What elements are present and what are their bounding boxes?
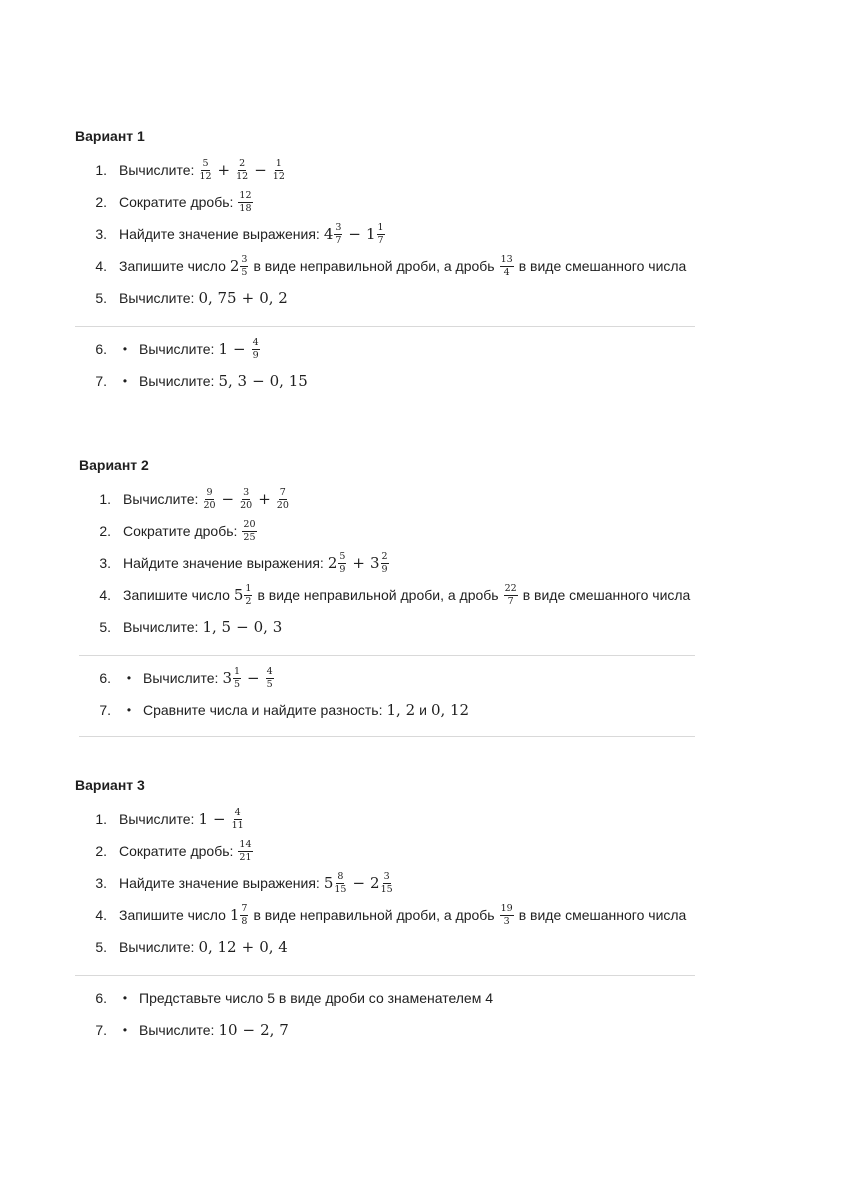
operator: +	[241, 938, 255, 956]
item-number: 6.	[95, 990, 107, 1006]
list-item	[75, 899, 695, 931]
fraction	[273, 159, 285, 181]
list-item	[75, 982, 695, 1014]
list-item	[75, 154, 695, 186]
item-label: Найдите значение выражения:	[119, 875, 320, 891]
item-label: Вычислите:	[139, 341, 215, 357]
fraction	[338, 552, 346, 574]
operator: −	[221, 490, 235, 508]
item-label: Вычислите:	[123, 619, 199, 635]
numerator: 1	[377, 222, 384, 233]
item-number: 5.	[99, 619, 111, 635]
mixed-number	[324, 872, 348, 894]
numerator: 1	[275, 158, 282, 169]
numerator: 20	[243, 519, 256, 530]
item-content	[107, 289, 288, 307]
operator: −	[232, 340, 246, 358]
item-number: 2.	[99, 523, 111, 539]
denominator: 3	[503, 915, 510, 927]
numerator: 1	[233, 666, 241, 677]
divider	[79, 655, 695, 656]
operator: −	[254, 161, 267, 179]
math-value: 5, 3	[218, 372, 248, 390]
fraction	[233, 667, 241, 689]
bullet-icon: •	[122, 1023, 128, 1037]
math-value: 0, 3	[253, 618, 283, 636]
item-label: Запишите число	[119, 907, 226, 923]
inline-text: и	[419, 702, 427, 718]
numerator: 13	[500, 254, 513, 265]
item-label: Сравните числа и найдите разность:	[143, 702, 383, 718]
list-item	[75, 250, 695, 282]
operator: +	[258, 490, 271, 508]
math-expression	[218, 372, 307, 390]
math-value: 1	[218, 340, 228, 358]
denominator: 25	[243, 531, 256, 543]
math-expression	[198, 808, 244, 830]
item-content	[107, 808, 245, 830]
fraction	[238, 840, 252, 862]
item-content	[107, 255, 690, 277]
inline-text: в виде неправильной дроби, а дробь	[253, 258, 495, 274]
fraction	[242, 520, 256, 542]
divider	[75, 975, 695, 976]
math-value: 0, 4	[259, 938, 288, 956]
math-expression	[237, 191, 253, 213]
denominator: 15	[380, 883, 393, 895]
math-value: 1, 5	[202, 618, 232, 636]
list-item	[75, 931, 695, 963]
item-label: Вычислите:	[119, 811, 195, 827]
list-item	[75, 867, 695, 899]
denominator: 5	[241, 266, 248, 278]
bullet-icon: •	[122, 991, 128, 1005]
list-item	[79, 662, 695, 694]
numerator: 7	[279, 487, 286, 498]
operator: −	[352, 874, 366, 892]
denominator: 8	[241, 915, 248, 927]
math-expression	[218, 338, 260, 360]
list-item	[75, 803, 695, 835]
list-item	[75, 282, 695, 314]
math-expression	[198, 159, 285, 181]
math-expression	[198, 938, 287, 956]
numerator: 5	[202, 158, 209, 169]
fraction	[240, 904, 248, 926]
inline-text: в виде смешанного числа	[518, 258, 687, 274]
denominator: 20	[203, 499, 216, 511]
mixed-number	[234, 584, 254, 606]
operator: −	[212, 810, 226, 828]
fraction	[240, 255, 248, 277]
numerator: 2	[381, 551, 388, 562]
denominator: 15	[334, 883, 347, 895]
numerator: 12	[239, 190, 252, 201]
numerator: 8	[337, 871, 344, 882]
mixed-number	[370, 552, 390, 574]
denominator: 5	[233, 678, 241, 690]
variant-title: Вариант 2	[79, 457, 149, 473]
fraction	[232, 808, 244, 830]
denominator: 9	[252, 349, 259, 361]
denominator: 20	[240, 499, 253, 511]
item-label: Вычислите:	[143, 670, 219, 686]
numerator: 1	[245, 583, 252, 594]
fraction	[381, 552, 389, 574]
item-content	[107, 904, 690, 926]
item-label: Вычислите:	[139, 373, 215, 389]
item-content	[135, 990, 493, 1006]
numerator: 3	[335, 222, 342, 233]
math-expression	[234, 584, 694, 606]
inline-text: в виде неправильной дроби, а дробь	[257, 587, 499, 603]
item-number: 2.	[95, 843, 107, 859]
item-number: 3.	[95, 875, 107, 891]
item-content	[107, 159, 286, 181]
fraction	[236, 159, 248, 181]
math-expression	[237, 840, 253, 862]
item-number: 3.	[99, 555, 111, 571]
fraction	[500, 255, 514, 277]
math-value: 0, 2	[259, 289, 288, 307]
item-number: 1.	[95, 811, 107, 827]
variant-title: Вариант 3	[75, 777, 145, 793]
list-item	[75, 186, 695, 218]
fraction	[199, 159, 211, 181]
math-value: 0, 12	[198, 938, 237, 956]
item-label: Запишите число	[123, 587, 230, 603]
operator: +	[352, 554, 365, 572]
whole-part: 2	[370, 874, 380, 892]
bullet-icon: •	[126, 671, 132, 685]
mixed-number	[366, 223, 386, 245]
fraction	[244, 584, 252, 606]
math-expression	[386, 701, 469, 719]
inline-text: в виде смешанного числа	[518, 907, 687, 923]
item-label: Найдите значение выражения:	[123, 555, 324, 571]
operator: +	[217, 161, 231, 179]
math-expression	[241, 520, 257, 542]
item-number: 5.	[95, 290, 107, 306]
whole-part: 2	[229, 257, 240, 275]
denominator: 2	[245, 595, 252, 607]
list-item	[75, 218, 695, 250]
list-item	[79, 611, 695, 643]
denominator: 9	[381, 563, 388, 575]
item-number: 7.	[95, 373, 107, 389]
numerator: 5	[339, 551, 346, 562]
whole-part: 2	[327, 554, 338, 572]
item-label: Вычислите:	[123, 491, 199, 507]
denominator: 9	[339, 563, 346, 575]
denominator: 12	[272, 170, 285, 182]
variant-title: Вариант 1	[75, 128, 145, 144]
fraction	[203, 488, 215, 510]
mixed-number	[230, 904, 250, 926]
denominator: 7	[377, 234, 384, 246]
math-value: 1	[198, 810, 208, 828]
list-item	[79, 579, 695, 611]
item-number: 1.	[99, 491, 111, 507]
denominator: 7	[507, 595, 514, 607]
item-content	[135, 338, 261, 360]
denominator: 12	[236, 170, 249, 182]
math-value: 2, 7	[260, 1021, 289, 1039]
whole-part: 5	[233, 586, 244, 604]
item-content	[111, 584, 694, 606]
fraction	[252, 338, 260, 360]
numerator: 14	[239, 839, 252, 850]
mixed-number	[222, 667, 242, 689]
list-item	[79, 547, 695, 579]
item-number: 7.	[95, 1022, 107, 1038]
denominator: 7	[335, 234, 342, 246]
denominator: 4	[503, 266, 510, 278]
item-number: 5.	[95, 939, 107, 955]
item-number: 1.	[95, 162, 107, 178]
fraction	[334, 872, 346, 894]
operator: −	[348, 225, 361, 243]
math-expression	[328, 552, 390, 574]
math-expression	[218, 1021, 288, 1039]
math-value: 0, 75	[198, 289, 237, 307]
item-label: Вычислите:	[139, 1022, 215, 1038]
numerator: 2	[239, 158, 246, 169]
whole-part: 1	[229, 906, 240, 924]
denominator: 20	[276, 499, 289, 511]
denominator: 18	[239, 202, 252, 214]
item-content	[111, 552, 390, 574]
item-number: 6.	[95, 341, 107, 357]
item-content	[139, 701, 469, 719]
math-value: 0, 15	[269, 372, 308, 390]
divider	[75, 326, 695, 327]
list-item	[79, 694, 695, 726]
operator: −	[242, 1021, 256, 1039]
list-item	[79, 515, 695, 547]
math-expression	[230, 255, 690, 277]
item-label: Сократите дробь:	[123, 523, 238, 539]
fraction	[377, 223, 385, 245]
bullet-icon: •	[122, 342, 128, 356]
numerator: 4	[234, 807, 241, 818]
whole-part: 3	[222, 669, 232, 687]
inline-text: в виде смешанного числа	[522, 587, 691, 603]
mixed-number	[328, 552, 348, 574]
item-content	[135, 1021, 289, 1039]
operator: −	[252, 372, 265, 390]
item-content	[107, 191, 254, 213]
item-number: 4.	[99, 587, 111, 603]
math-expression	[230, 904, 690, 926]
numerator: 7	[241, 903, 248, 914]
item-content	[111, 618, 282, 636]
mixed-number	[230, 255, 250, 277]
fraction	[381, 872, 393, 894]
denominator: 5	[266, 678, 273, 690]
item-label: Вычислите:	[119, 290, 195, 306]
denominator: 12	[199, 170, 212, 182]
fraction	[504, 584, 518, 606]
mixed-number	[324, 223, 344, 245]
item-content	[111, 488, 290, 510]
math-expression	[324, 872, 394, 894]
denominator: 21	[239, 851, 252, 863]
numerator: 19	[500, 903, 513, 914]
math-value: 0, 12	[430, 701, 470, 719]
item-number: 6.	[99, 670, 111, 686]
item-number: 4.	[95, 258, 107, 274]
variant-1	[75, 128, 695, 397]
operator: −	[247, 669, 260, 687]
divider	[79, 736, 695, 737]
item-label: Сократите дробь:	[119, 843, 234, 859]
inline-text: в виде неправильной дроби, а дробь	[253, 907, 495, 923]
numerator: 3	[243, 487, 250, 498]
numerator: 9	[206, 487, 213, 498]
item-content	[139, 667, 275, 689]
fraction	[277, 488, 289, 510]
list-item	[75, 1014, 695, 1046]
item-content	[107, 872, 394, 894]
item-content	[135, 372, 308, 390]
item-label: Найдите значение выражения:	[119, 226, 320, 242]
item-label: Вычислите:	[119, 162, 195, 178]
fraction	[500, 904, 514, 926]
item-content	[107, 840, 254, 862]
bullet-icon: •	[122, 374, 128, 388]
numerator: 22	[504, 583, 517, 594]
item-content	[107, 938, 288, 956]
operator: +	[241, 289, 255, 307]
item-content	[111, 520, 258, 542]
item-label: Вычислите:	[119, 939, 195, 955]
fraction	[334, 223, 342, 245]
math-expression	[202, 488, 289, 510]
variant-2	[79, 457, 695, 737]
list-item	[75, 365, 695, 397]
item-label: Запишите число	[119, 258, 226, 274]
whole-part: 1	[366, 225, 376, 243]
item-label: Представьте число 5 в виде дроби со знаменателем 4	[139, 990, 494, 1006]
item-content	[107, 223, 386, 245]
numerator: 3	[383, 871, 390, 882]
math-expression	[324, 223, 386, 245]
bullet-icon: •	[126, 703, 132, 717]
list-item	[79, 483, 695, 515]
math-expression	[222, 667, 274, 689]
math-expression	[202, 618, 282, 636]
mixed-number	[370, 872, 394, 894]
whole-part: 4	[323, 225, 334, 243]
fraction	[238, 191, 252, 213]
item-number: 2.	[95, 194, 107, 210]
numerator: 3	[241, 254, 248, 265]
whole-part: 5	[323, 874, 334, 892]
variant-3	[75, 777, 695, 1046]
item-number: 7.	[99, 702, 111, 718]
fraction	[240, 488, 252, 510]
item-number: 4.	[95, 907, 107, 923]
numerator: 4	[266, 666, 273, 677]
math-value: 10	[218, 1021, 238, 1039]
item-number: 3.	[95, 226, 107, 242]
math-expression	[198, 289, 287, 307]
whole-part: 3	[370, 554, 380, 572]
fraction	[266, 667, 274, 689]
denominator: 11	[231, 819, 244, 831]
numerator: 4	[252, 337, 259, 348]
list-item	[75, 835, 695, 867]
math-value: 1, 2	[386, 701, 416, 719]
list-item	[75, 333, 695, 365]
operator: −	[236, 618, 249, 636]
item-label: Сократите дробь:	[119, 194, 234, 210]
